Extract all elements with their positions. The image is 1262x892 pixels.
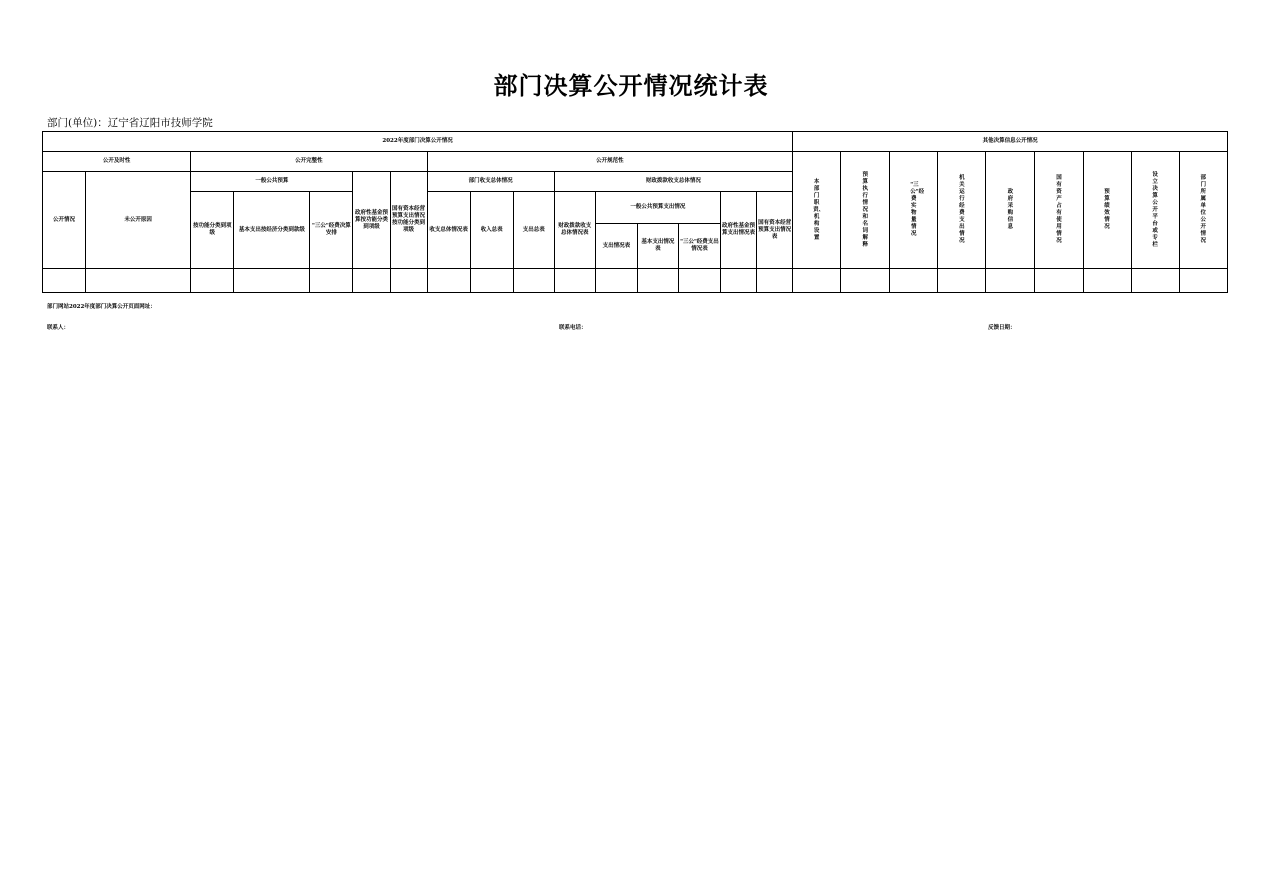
header-by-economic: 基本支出按经济分类到款级 [234,192,310,269]
table-cell[interactable] [757,269,793,293]
table-cell[interactable] [191,269,234,293]
table-cell[interactable] [595,269,637,293]
table-cell[interactable] [678,269,720,293]
table-cell[interactable] [1083,269,1131,293]
header-by-function: 按功能分类到项级 [191,192,234,269]
header-expenditure-table: 支出总表 [513,192,554,269]
header-other-col-2: 预算执行情况和名词解释 [841,152,890,269]
table-cell[interactable] [1179,269,1227,293]
header-timeliness: 公开及时性 [43,152,191,172]
table-cell[interactable] [234,269,310,293]
header-other-col-5: 政府采购信息 [986,152,1035,269]
header-completeness: 公开完整性 [191,152,427,172]
table-cell[interactable] [353,269,390,293]
header-exp-status-table: 支出情况表 [595,224,637,269]
table-cell[interactable] [390,269,427,293]
table-cell[interactable] [841,269,890,293]
website-note: 部门网站2022年度部门决算公开页面网址： [47,304,156,310]
header-other-col-1: 本部门职责、机构设置 [793,152,841,269]
table-cell[interactable] [470,269,513,293]
header-disclosure-status: 公开情况 [43,172,86,269]
header-gov-fund-function: 政府性基金预算按功能分类到项级 [353,172,390,269]
header-not-disclosed-reason: 未公开原因 [86,172,191,269]
header-gov-fund-exp-table: 政府性基金预算支出情况表 [720,192,756,269]
header-state-capital-function: 国有资本经营预算支出情况按功能分类到项级 [390,172,427,269]
header-three-public: "三公"经费决算安排 [310,192,353,269]
header-general-budget-exp: 一般公共预算支出情况 [595,192,720,224]
table-cell[interactable] [427,269,470,293]
header-fiscal-appropriation: 财政拨款收支总体情况 [554,172,792,192]
header-other-disclosure: 其他决算信息公开情况 [793,132,1228,152]
table-cell[interactable] [938,269,986,293]
header-other-col-3: "三公"经费实物量情况 [890,152,938,269]
table-cell[interactable] [554,269,595,293]
header-three-public-exp-table: "三公"经费支出情况表 [678,224,720,269]
contact-person-label: 联系人： [47,325,70,331]
table-cell[interactable] [793,269,841,293]
header-state-capital-exp-table: 国有资本经营预算支出情况表 [757,192,793,269]
header-basic-exp-table: 基本支出情况表 [637,224,678,269]
table-cell[interactable] [310,269,353,293]
table-cell[interactable] [513,269,554,293]
header-other-col-9: 部门所属单位公开情况 [1179,152,1227,269]
feedback-date-label: 反馈日期： [988,325,1016,331]
table-cell[interactable] [890,269,938,293]
table-cell[interactable] [1035,269,1083,293]
table-cell[interactable] [720,269,756,293]
table-cell[interactable] [637,269,678,293]
table-row [43,269,1228,293]
department-line: 部门(单位)：辽宁省辽阳市技师学院 [47,117,213,129]
header-standardization: 公开规范性 [427,152,793,172]
header-other-col-4: 机关运行经费支出情况 [938,152,986,269]
page-title: 部门决算公开情况统计表 [493,72,769,100]
header-other-col-7: 预算绩效情况 [1083,152,1131,269]
table-cell[interactable] [986,269,1035,293]
header-other-col-6: 国有资产占有使用情况 [1035,152,1083,269]
header-2022-disclosure: 2022年度部门决算公开情况 [43,132,793,152]
header-other-col-8: 设立决算公开平台或专栏 [1131,152,1179,269]
table-cell[interactable] [1131,269,1179,293]
table-cell[interactable] [86,269,191,293]
header-rev-exp-table: 收支总体情况表 [427,192,470,269]
header-dept-revenue-expenditure: 部门收支总体情况 [427,172,554,192]
statistics-table [42,131,1228,293]
header-revenue-table: 收入总表 [470,192,513,269]
contact-phone-label: 联系电话： [559,325,587,331]
table-cell[interactable] [43,269,86,293]
header-fiscal-overall-table: 财政拨款收支总体情况表 [554,192,595,269]
header-general-budget: 一般公共预算 [191,172,353,192]
